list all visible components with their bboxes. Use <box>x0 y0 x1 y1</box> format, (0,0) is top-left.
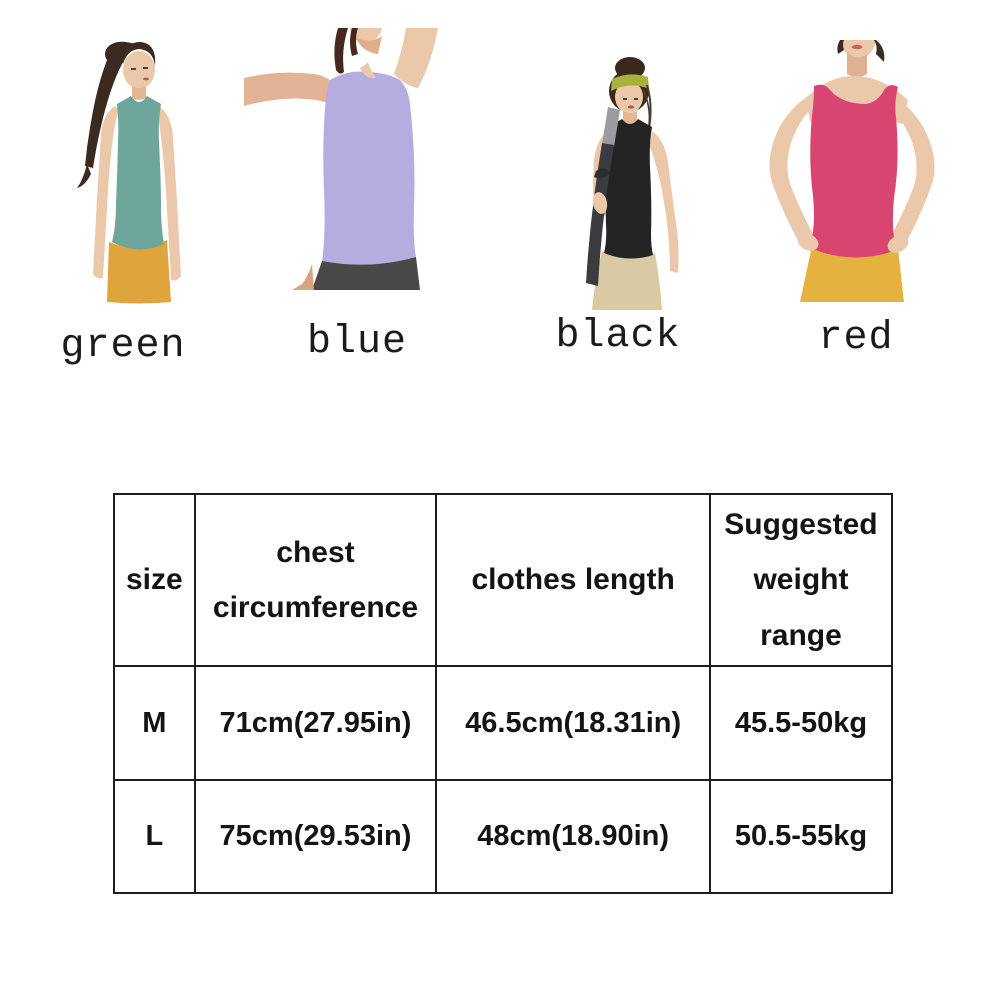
lower-arm <box>292 264 314 290</box>
color-label-green: green <box>60 324 186 369</box>
color-label-black: black <box>555 314 681 359</box>
tank-top-shape <box>112 96 164 250</box>
head <box>123 51 155 89</box>
lips <box>628 105 634 108</box>
face-bottom <box>840 40 876 58</box>
braid-hair-2 <box>350 28 358 56</box>
left-arm-akimbo <box>769 96 816 244</box>
table-cell-size-m: M <box>115 665 194 779</box>
color-label-blue: blue <box>306 320 408 365</box>
hair-strand-right <box>874 40 884 62</box>
neck <box>132 86 146 100</box>
table-cell-weight-l: 50.5-55kg <box>709 779 891 892</box>
tank-top-shape <box>322 72 416 266</box>
right-arm <box>650 131 679 273</box>
braid-hair <box>334 28 348 74</box>
table-cell-size-l: L <box>115 779 194 892</box>
product-photo-black <box>544 55 706 312</box>
table-cell-weight-m: 45.5-50kg <box>709 665 891 779</box>
hair-strand-left <box>837 40 844 54</box>
model-illustration-blue <box>244 28 444 290</box>
lips <box>143 78 149 81</box>
table-cell-chest-l: 75cm(29.53in) <box>194 779 436 892</box>
table-cell-length-l: 48cm(18.90in) <box>435 779 709 892</box>
raised-arm <box>394 28 438 88</box>
size-table <box>113 493 893 894</box>
tank-top-shape <box>810 85 898 258</box>
product-photo-blue <box>244 28 444 290</box>
model-illustration-black <box>544 55 706 312</box>
table-header-size: size <box>125 563 183 597</box>
table-cell-length-m: 46.5cm(18.31in) <box>435 665 709 779</box>
hair-wisp <box>77 164 91 188</box>
skirt-shape <box>592 251 662 310</box>
color-label-red: red <box>818 316 894 361</box>
leggings-shape <box>107 240 171 304</box>
product-photo-red <box>742 40 962 302</box>
extended-arm <box>244 73 336 106</box>
lips <box>852 45 863 49</box>
table-header-weight: Suggested weight range <box>709 495 891 665</box>
table-header-length: clothes length <box>435 495 709 665</box>
table-header-chest: chest circumference <box>194 495 436 665</box>
model-illustration-red <box>742 40 962 302</box>
product-photo-green <box>57 38 202 305</box>
model-illustration-green <box>57 38 202 305</box>
table-cell-chest-m: 71cm(27.95in) <box>194 665 436 779</box>
